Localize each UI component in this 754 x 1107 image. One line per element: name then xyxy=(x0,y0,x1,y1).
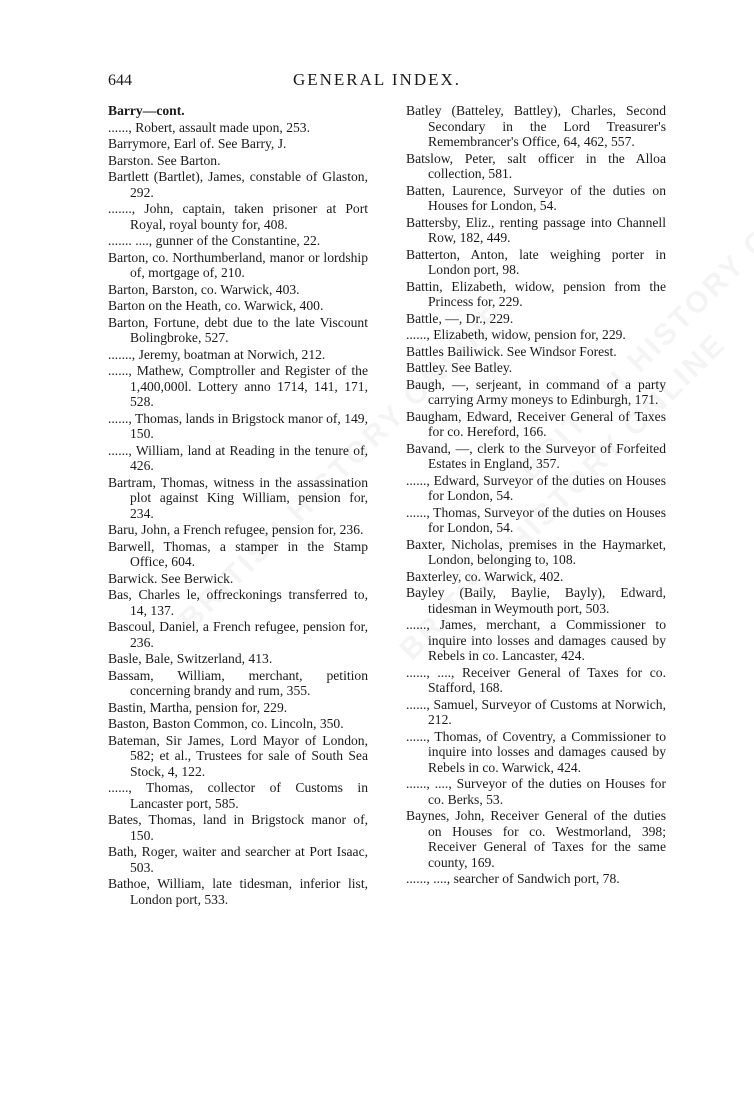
index-entry: Bas, Charles le, offreckonings transferred to, 14, 137. xyxy=(108,587,368,618)
index-entry: ......, Thomas, collector of Customs in Lancaster port, 585. xyxy=(108,780,368,811)
index-entry: ......, Thomas, Surveyor of the duties on Houses for London, 54. xyxy=(406,504,666,535)
index-entry: Bathoe, William, late tidesman, inferior list, London port, 533. xyxy=(108,876,368,907)
running-title: GENERAL INDEX. xyxy=(292,70,462,89)
index-entry: Bartlett (Bartlet), James, constable of Glaston, 292. xyxy=(108,169,368,200)
index-entry: ......, Mathew, Comptroller and Register of the 1,400,000l. Lottery anno 1714, 141, 171, 528. xyxy=(108,363,368,409)
index-entry: Bascoul, Daniel, a French refugee, pension for, 236. xyxy=(108,619,368,650)
index-entry: Barton, co. Northumberland, manor or lordship of, mortgage of, 210. xyxy=(108,249,368,280)
index-entry: ......, Thomas, of Coventry, a Commissioner to inquire into losses and damages caused by Rebels in co. Warwick, 424. xyxy=(406,728,666,775)
index-entry: Battle, —, Dr., 229. xyxy=(406,310,514,326)
index-entries-right xyxy=(406,103,666,887)
index-entry: ......, Edward, Surveyor of the duties on Houses for London, 54. xyxy=(406,472,666,503)
index-entry: ......, ...., searcher of Sandwich port, 78. xyxy=(406,871,620,886)
index-entry: Battersby, Eliz., renting passage into Channell Row, 182, 449. xyxy=(406,214,666,245)
index-column-right xyxy=(406,103,666,888)
index-entry: Baynes, John, Receiver General of the duties on Houses for co. Westmorland, 398; Receiver General of Taxes for the same county, 169. xyxy=(406,808,666,870)
index-entry: Baugh, —, serjeant, in command of a party carrying Army moneys to Edinburgh, 171. xyxy=(406,376,666,407)
index-entry: Batten, Laurence, Surveyor of the duties on Houses for London, 54. xyxy=(406,182,666,213)
index-entry: Barrymore, Earl of. See Barry, J. xyxy=(108,136,287,151)
index-entry: Barton on the Heath, co. Warwick, 400. xyxy=(108,298,324,313)
index-entry: ......, Thomas, lands in Brigstock manor of, 149, 150. xyxy=(108,410,368,441)
page-number: 644 xyxy=(108,72,132,89)
index-entry: Baxter, Nicholas, premises in the Haymarket, London, belonging to, 108. xyxy=(406,536,666,567)
index-entry: Baru, John, a French refugee, pension for, 236. xyxy=(108,522,364,537)
index-entry: Barwell, Thomas, a stamper in the Stamp Office, 604. xyxy=(108,538,368,569)
index-entry: ......, Samuel, Surveyor of Customs at Norwich, 212. xyxy=(406,696,666,727)
index-entry: ......, ...., Receiver General of Taxes for co. Stafford, 168. xyxy=(406,664,666,695)
index-entry: Barton, Fortune, debt due to the late Viscount Bolingbroke, 527. xyxy=(108,314,368,345)
index-entries-left xyxy=(108,120,368,908)
index-entry: ......., John, captain, taken prisoner at Port Royal, royal bounty for, 408. xyxy=(108,201,368,232)
index-column-left xyxy=(108,103,368,908)
index-entry: Bartram, Thomas, witness in the assassination plot against King William, pension for, 234. xyxy=(108,474,368,521)
index-entry: ......, James, merchant, a Commissioner to inquire into losses and damages caused by Rebels in co. Lancaster, 424. xyxy=(406,617,666,663)
index-entry: Baxterley, co. Warwick, 402. xyxy=(406,568,564,584)
index-entry: Bateman, Sir James, Lord Mayor of London, 582; et al., Trustees for sale of South Sea Stock, 4, 122. xyxy=(108,732,368,779)
index-entry: Bassam, William, merchant, petition concerning brandy and rum, 355. xyxy=(108,667,368,698)
index-entry: Basle, Bale, Switzerland, 413. xyxy=(108,651,273,666)
index-entry: Baugham, Edward, Receiver General of Taxes for co. Hereford, 166. xyxy=(406,408,666,439)
index-entry: Battles Bailiwick. See Windsor Forest. xyxy=(406,343,617,359)
index-entry: Bates, Thomas, land in Brigstock manor of, 150. xyxy=(108,812,368,843)
index-entry: Batley (Batteley, Battley), Charles, Second Secondary in the Lord Treasurer's Remembrancer's Office, 64, 462, 557. xyxy=(406,103,666,149)
index-entry: ......, William, land at Reading in the tenure of, 426. xyxy=(108,442,368,473)
index-entry: ......, Elizabeth, widow, pension for, 229. xyxy=(406,327,626,342)
index-entry: ....... ...., gunner of the Constantine, 22. xyxy=(108,233,321,248)
index-entry: Bayley (Baily, Baylie, Bayly), Edward, tidesman in Weymouth port, 503. xyxy=(406,585,666,616)
index-entry: ......, Robert, assault made upon, 253. xyxy=(108,119,310,135)
index-entry: Bastin, Martha, pension for, 229. xyxy=(108,699,288,715)
index-entry: Battley. See Batley. xyxy=(406,360,513,375)
index-heading: Barry—cont. xyxy=(108,103,185,118)
index-entry: Batslow, Peter, salt officer in the Alloa collection, 581. xyxy=(406,150,666,181)
index-entry: ......, ...., Surveyor of the duties on Houses for co. Berks, 53. xyxy=(406,776,666,807)
index-entry: Batterton, Anton, late weighing porter in London port, 98. xyxy=(406,246,666,277)
index-entry: Bavand, —, clerk to the Surveyor of Forfeited Estates in England, 357. xyxy=(406,440,666,471)
index-entry: Baston, Baston Common, co. Lincoln, 350. xyxy=(108,716,344,731)
index-entry: Barwick. See Berwick. xyxy=(108,570,234,586)
index-entry: Barston. See Barton. xyxy=(108,152,221,168)
index-entry: ......., Jeremy, boatman at Norwich, 212. xyxy=(108,346,326,362)
index-entry: Bath, Roger, waiter and searcher at Port Isaac, 503. xyxy=(108,844,368,875)
index-entry: Barton, Barston, co. Warwick, 403. xyxy=(108,281,300,297)
index-entry: Battin, Elizabeth, widow, pension from the Princess for, 229. xyxy=(406,278,666,309)
